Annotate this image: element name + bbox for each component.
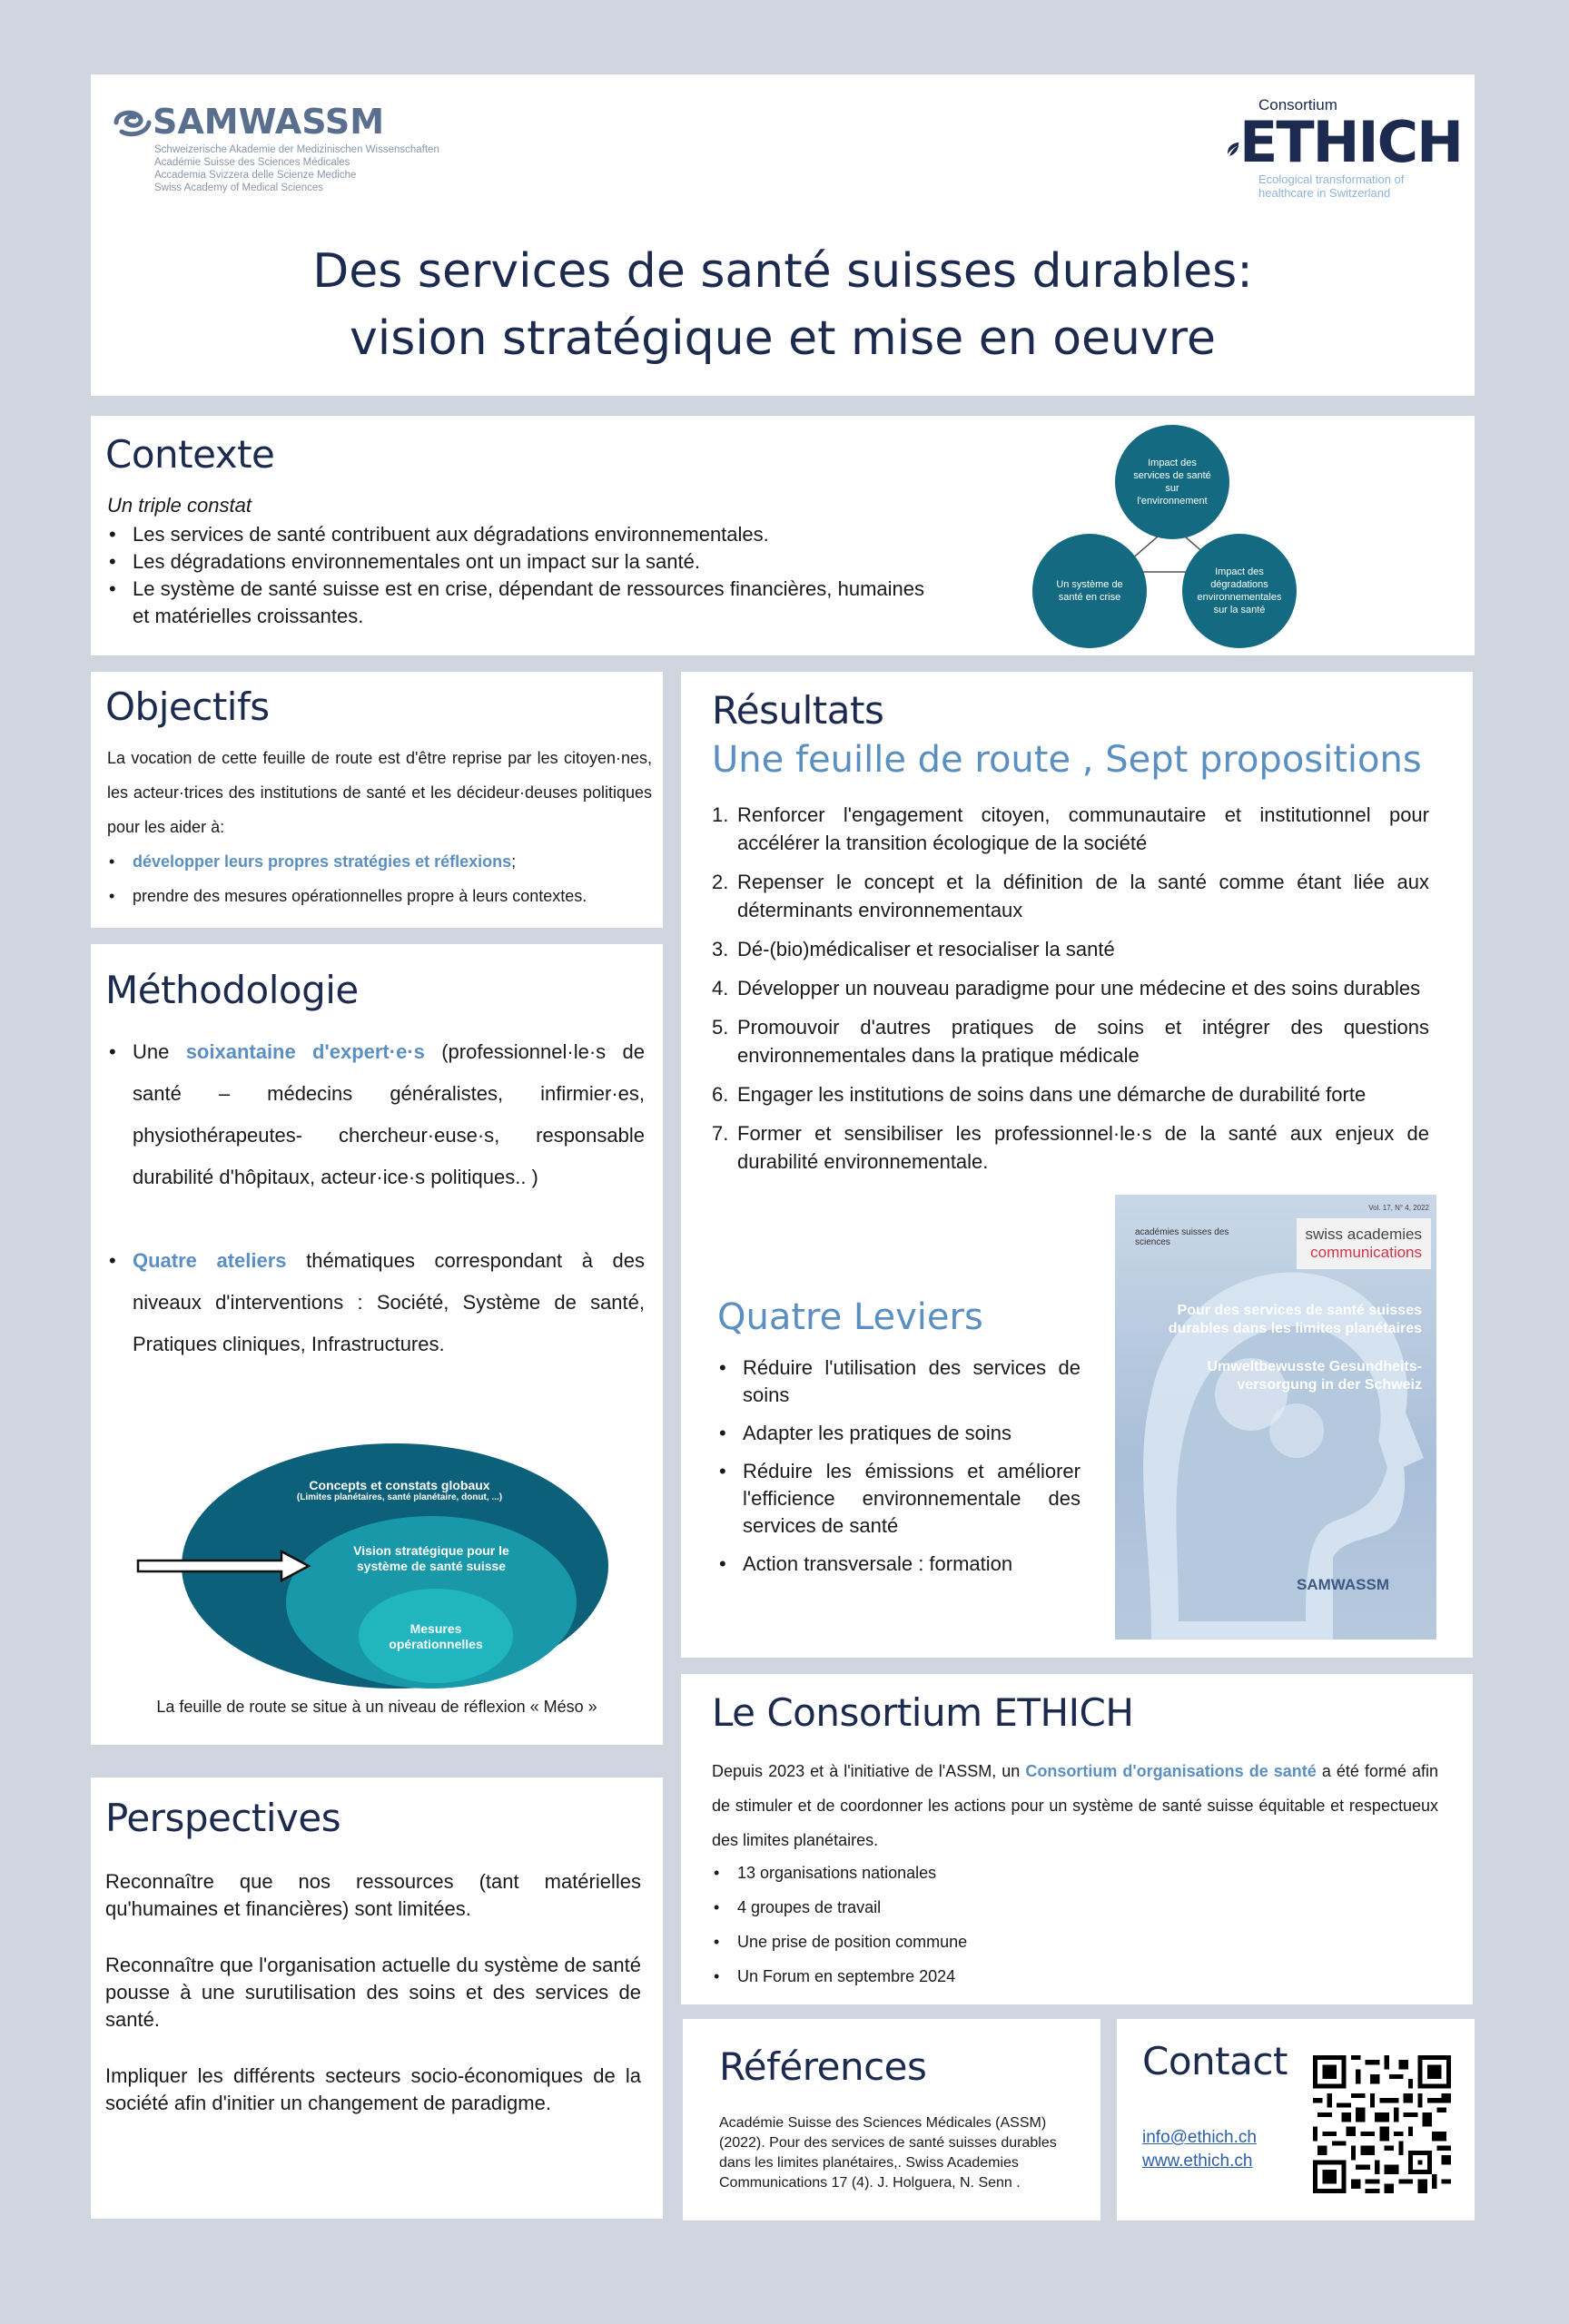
ateliers-highlight: Quatre ateliers: [133, 1249, 287, 1272]
propositions-list: [712, 801, 1429, 1187]
objectifs-intro: La vocation de cette feuille de route est d'être reprise par les citoyen·nes, les acteur·trices des institutions de santé et les décideur·deuses politiques pour les aider à:: [107, 749, 652, 836]
meso-caption: La feuille de route se situe à un niveau de réflexion « Méso »: [156, 1698, 597, 1716]
objectifs-highlight: développer leurs propres stratégies et réflexions: [133, 852, 512, 871]
list-item: [107, 844, 652, 879]
cover-series-line2: communications: [1310, 1244, 1422, 1261]
list-item: 3. Dé-(bio)médicaliser et resocialiser la santé: [712, 938, 1115, 960]
methodologie-list: [107, 1031, 645, 1365]
list-item: • Une prise de position commune: [712, 1925, 1438, 1959]
experts-highlight: soixantaine d'expert·e·s: [185, 1040, 425, 1063]
samw-line: Académie Suisse des Sciences Médicales: [154, 157, 350, 168]
perspectives-paragraph: Reconnaître que nos ressources (tant matérielles qu'humaines et financières) sont limitées.: [105, 1870, 641, 1920]
list-item: • Action transversale : formation: [717, 1551, 1081, 1578]
triple-constat-diagram: [1026, 425, 1317, 652]
perspectives-body: [105, 1868, 641, 2117]
samw-logo: [113, 102, 476, 194]
perspectives-title: Perspectives: [105, 1796, 341, 1840]
contexte-title: Contexte: [105, 432, 275, 477]
contexte-panel: [91, 416, 1475, 655]
proposition-text: Renforcer l'engagement citoyen, communautaire et institutionnel pour accélérer la transition écologique de la société: [737, 803, 1429, 854]
list-item: 5. Promouvoir d'autres pratiques de soins et intégrer des questions environnementales dans la pratique médicale: [712, 1016, 1429, 1067]
text-post: thématiques correspondant à des niveaux d'interventions : Société, Système de santé, Pratiques cliniques, Infrastructures.: [133, 1249, 645, 1355]
proposition-text: Dé-(bio)médicaliser et resocialiser la santé: [737, 938, 1115, 960]
samw-line: Swiss Academy of Medical Sciences: [154, 182, 323, 193]
circle-right: Impact des dégradations environnementales sur la santé: [1182, 534, 1297, 648]
header-panel: [91, 74, 1475, 396]
leaf-icon: [1226, 127, 1239, 171]
consortium-list: [712, 1856, 1438, 1994]
title-line-2: vision stratégique et mise en oeuvre: [350, 311, 1216, 366]
objectifs-tail: ;: [511, 852, 517, 871]
objectifs-title: Objectifs: [105, 684, 270, 729]
list-item: • Réduire les émissions et améliorer l'efficience environnementale des services de santé: [717, 1458, 1081, 1540]
circle-top: Impact des services de santé sur l'environnement: [1115, 425, 1229, 539]
cover-samw-logo: SAMWASSM: [1297, 1576, 1389, 1593]
resultats-title: Résultats: [712, 688, 884, 733]
cover-publisher: académies suisses des sciences: [1135, 1227, 1229, 1247]
ethich-consortium-label: Consortium: [1258, 96, 1337, 113]
text-post: (professionnel·le·s de santé – médecins généralistes, infirmier·es, physiothérapeutes- chercheur·euse·s, responsable durabilité d'hôpitaux, acteur·ice·s politiques.. ): [133, 1040, 645, 1188]
title-line-1: Des services de santé suisses durables:: [312, 244, 1253, 299]
cover-series: [1297, 1218, 1432, 1269]
middle-label: Vision stratégique pour le système de santé suisse: [353, 1543, 509, 1573]
samw-line: Accademia Svizzera delle Scienze Mediche: [154, 170, 357, 181]
perspectives-paragraph: Reconnaître que l'organisation actuelle du système de santé pousse à une surutilisation des soins et des services de santé.: [105, 1954, 641, 2031]
proposition-text: Repenser le concept et la définition de la santé comme étant liée aux déterminants environnementaux: [737, 871, 1429, 921]
text-pre: Une: [133, 1040, 186, 1063]
contact-panel: [1117, 2019, 1475, 2221]
methodologie-title: Méthodologie: [105, 968, 359, 1012]
list-item: 7. Former et sensibiliser les professionnel·le·s de la santé aux enjeux de durabilité environnementale.: [712, 1122, 1429, 1173]
methodologie-panel: [91, 944, 663, 1745]
outer-label-title: Concepts et constats globaux: [309, 1478, 490, 1492]
cover-title-de: Umweltbewusste Gesundheits-versorgung in der Schweiz: [1207, 1359, 1422, 1393]
references-panel: [683, 2019, 1100, 2221]
proposition-text: Promouvoir d'autres pratiques de soins et intégrer des questions environnementales dans la pratique médicale: [737, 1016, 1429, 1067]
list-item: • Un Forum en septembre 2024: [712, 1959, 1438, 1994]
list-item: 4. Développer un nouveau paradigme pour une médecine et des soins durables: [712, 977, 1421, 1000]
contexte-subtitle: Un triple constat: [107, 494, 252, 517]
resultats-panel: [681, 672, 1473, 1658]
samw-logo-text: SAMWASSM: [153, 102, 385, 142]
poster-title: [91, 238, 1475, 372]
objectifs-list: [107, 844, 652, 913]
samw-swirl-icon: [113, 104, 153, 139]
list-item: • 4 groupes de travail: [712, 1890, 1438, 1925]
cover-series-line1: swiss academies: [1305, 1226, 1422, 1243]
ethich-tagline: [1258, 172, 1462, 200]
qr-code-icon[interactable]: [1313, 2055, 1451, 2193]
outer-label: [263, 1478, 536, 1502]
consortium-highlight: Consortium d'organisations de santé: [1025, 1762, 1317, 1780]
cover-title-fr: Pour des services de santé suisses durables dans les limites planétaires: [1168, 1303, 1422, 1336]
circle-left: Un système de santé en crise: [1032, 534, 1147, 648]
ethich-logo-text: ETHICH: [1239, 109, 1462, 175]
arrow-right-icon: [136, 1548, 318, 1584]
list-item: • Réduire l'utilisation des services de soins: [717, 1354, 1081, 1409]
cover-vol: Vol. 17, N° 4, 2022: [1368, 1204, 1429, 1212]
list-item: • Les dégradations environnementales ont un impact sur la santé.: [107, 548, 924, 576]
consortium-title: Le Consortium ETHICH: [712, 1690, 1134, 1735]
contact-website-link[interactable]: www.ethich.ch: [1142, 2152, 1253, 2171]
list-item: [107, 1240, 645, 1365]
objectifs-panel: [91, 672, 663, 928]
samw-line: Schweizerische Akademie der Medizinischen Wissenschaften: [154, 144, 439, 155]
proposition-text: Développer un nouveau paradigme pour une médecine et des soins durables: [737, 977, 1421, 1000]
contact-email-link[interactable]: info@ethich.ch: [1142, 2128, 1257, 2147]
consortium-intro-post: a été formé afin de stimuler et de coordonner les actions pour un système de santé suisse équitable et respectueux des limites planétaires.: [712, 1762, 1439, 1849]
inner-label: Mesures opérationnelles: [389, 1621, 483, 1651]
leviers-list: [717, 1354, 1081, 1578]
list-item: • 13 organisations nationales: [712, 1856, 1438, 1890]
consortium-panel: [681, 1674, 1473, 2004]
samw-subtitle: [154, 143, 476, 194]
list-item: • Le système de santé suisse est en crise, dépendant de ressources financières, humaines et matérielles croissantes.: [107, 576, 924, 630]
consortium-intro: [712, 1754, 1438, 1857]
proposition-text: Former et sensibiliser les professionnel·le·s de la santé aux enjeux de durabilité environnementale.: [737, 1122, 1429, 1173]
ethich-tagline-line: healthcare in Switzerland: [1258, 186, 1391, 200]
list-item: 2. Repenser le concept et la définition de la santé comme étant liée aux déterminants environnementaux: [712, 871, 1429, 921]
list-item: • Les services de santé contribuent aux dégradations environnementales.: [107, 521, 924, 548]
outer-label-sub: (Limites planétaires, santé planétaire, donut, ...): [296, 1492, 503, 1502]
contexte-list: [107, 521, 924, 630]
resultats-subtitle: Une feuille de route , Sept propositions: [712, 739, 1422, 781]
journal-cover: [1115, 1195, 1436, 1640]
meso-diagram: [136, 1416, 645, 1707]
perspectives-paragraph: Impliquer les différents secteurs socio-économiques de la société afin d'initier un changement de paradigme.: [105, 2064, 641, 2114]
leviers-title: Quatre Leviers: [717, 1296, 983, 1338]
perspectives-panel: [91, 1777, 663, 2219]
ethich-tagline-line: Ecological transformation of: [1258, 172, 1405, 186]
list-item: • Adapter les pratiques de soins: [717, 1420, 1081, 1447]
list-item: [107, 1031, 645, 1198]
contact-title: Contact: [1142, 2039, 1288, 2083]
consortium-intro-pre: Depuis 2023 et à l'initiative de l'ASSM, un: [712, 1762, 1026, 1780]
references-title: Références: [719, 2044, 927, 2089]
list-item: 6. Engager les institutions de soins dans une démarche de durabilité forte: [712, 1083, 1367, 1106]
list-item: 1. Renforcer l'engagement citoyen, communautaire et institutionnel pour accélérer la transition écologique de la société: [712, 803, 1429, 854]
references-text: Académie Suisse des Sciences Médicales (ASSM) (2022). Pour des services de santé suisses durables dans les limites planétaires,. Swiss Academies Communications 17 (4). J. Holguera, N. Senn .: [719, 2115, 1057, 2191]
ethich-logo: [1226, 96, 1462, 200]
list-item: • prendre des mesures opérationnelles propre à leurs contextes.: [107, 879, 652, 913]
proposition-text: Engager les institutions de soins dans une démarche de durabilité forte: [737, 1083, 1367, 1106]
